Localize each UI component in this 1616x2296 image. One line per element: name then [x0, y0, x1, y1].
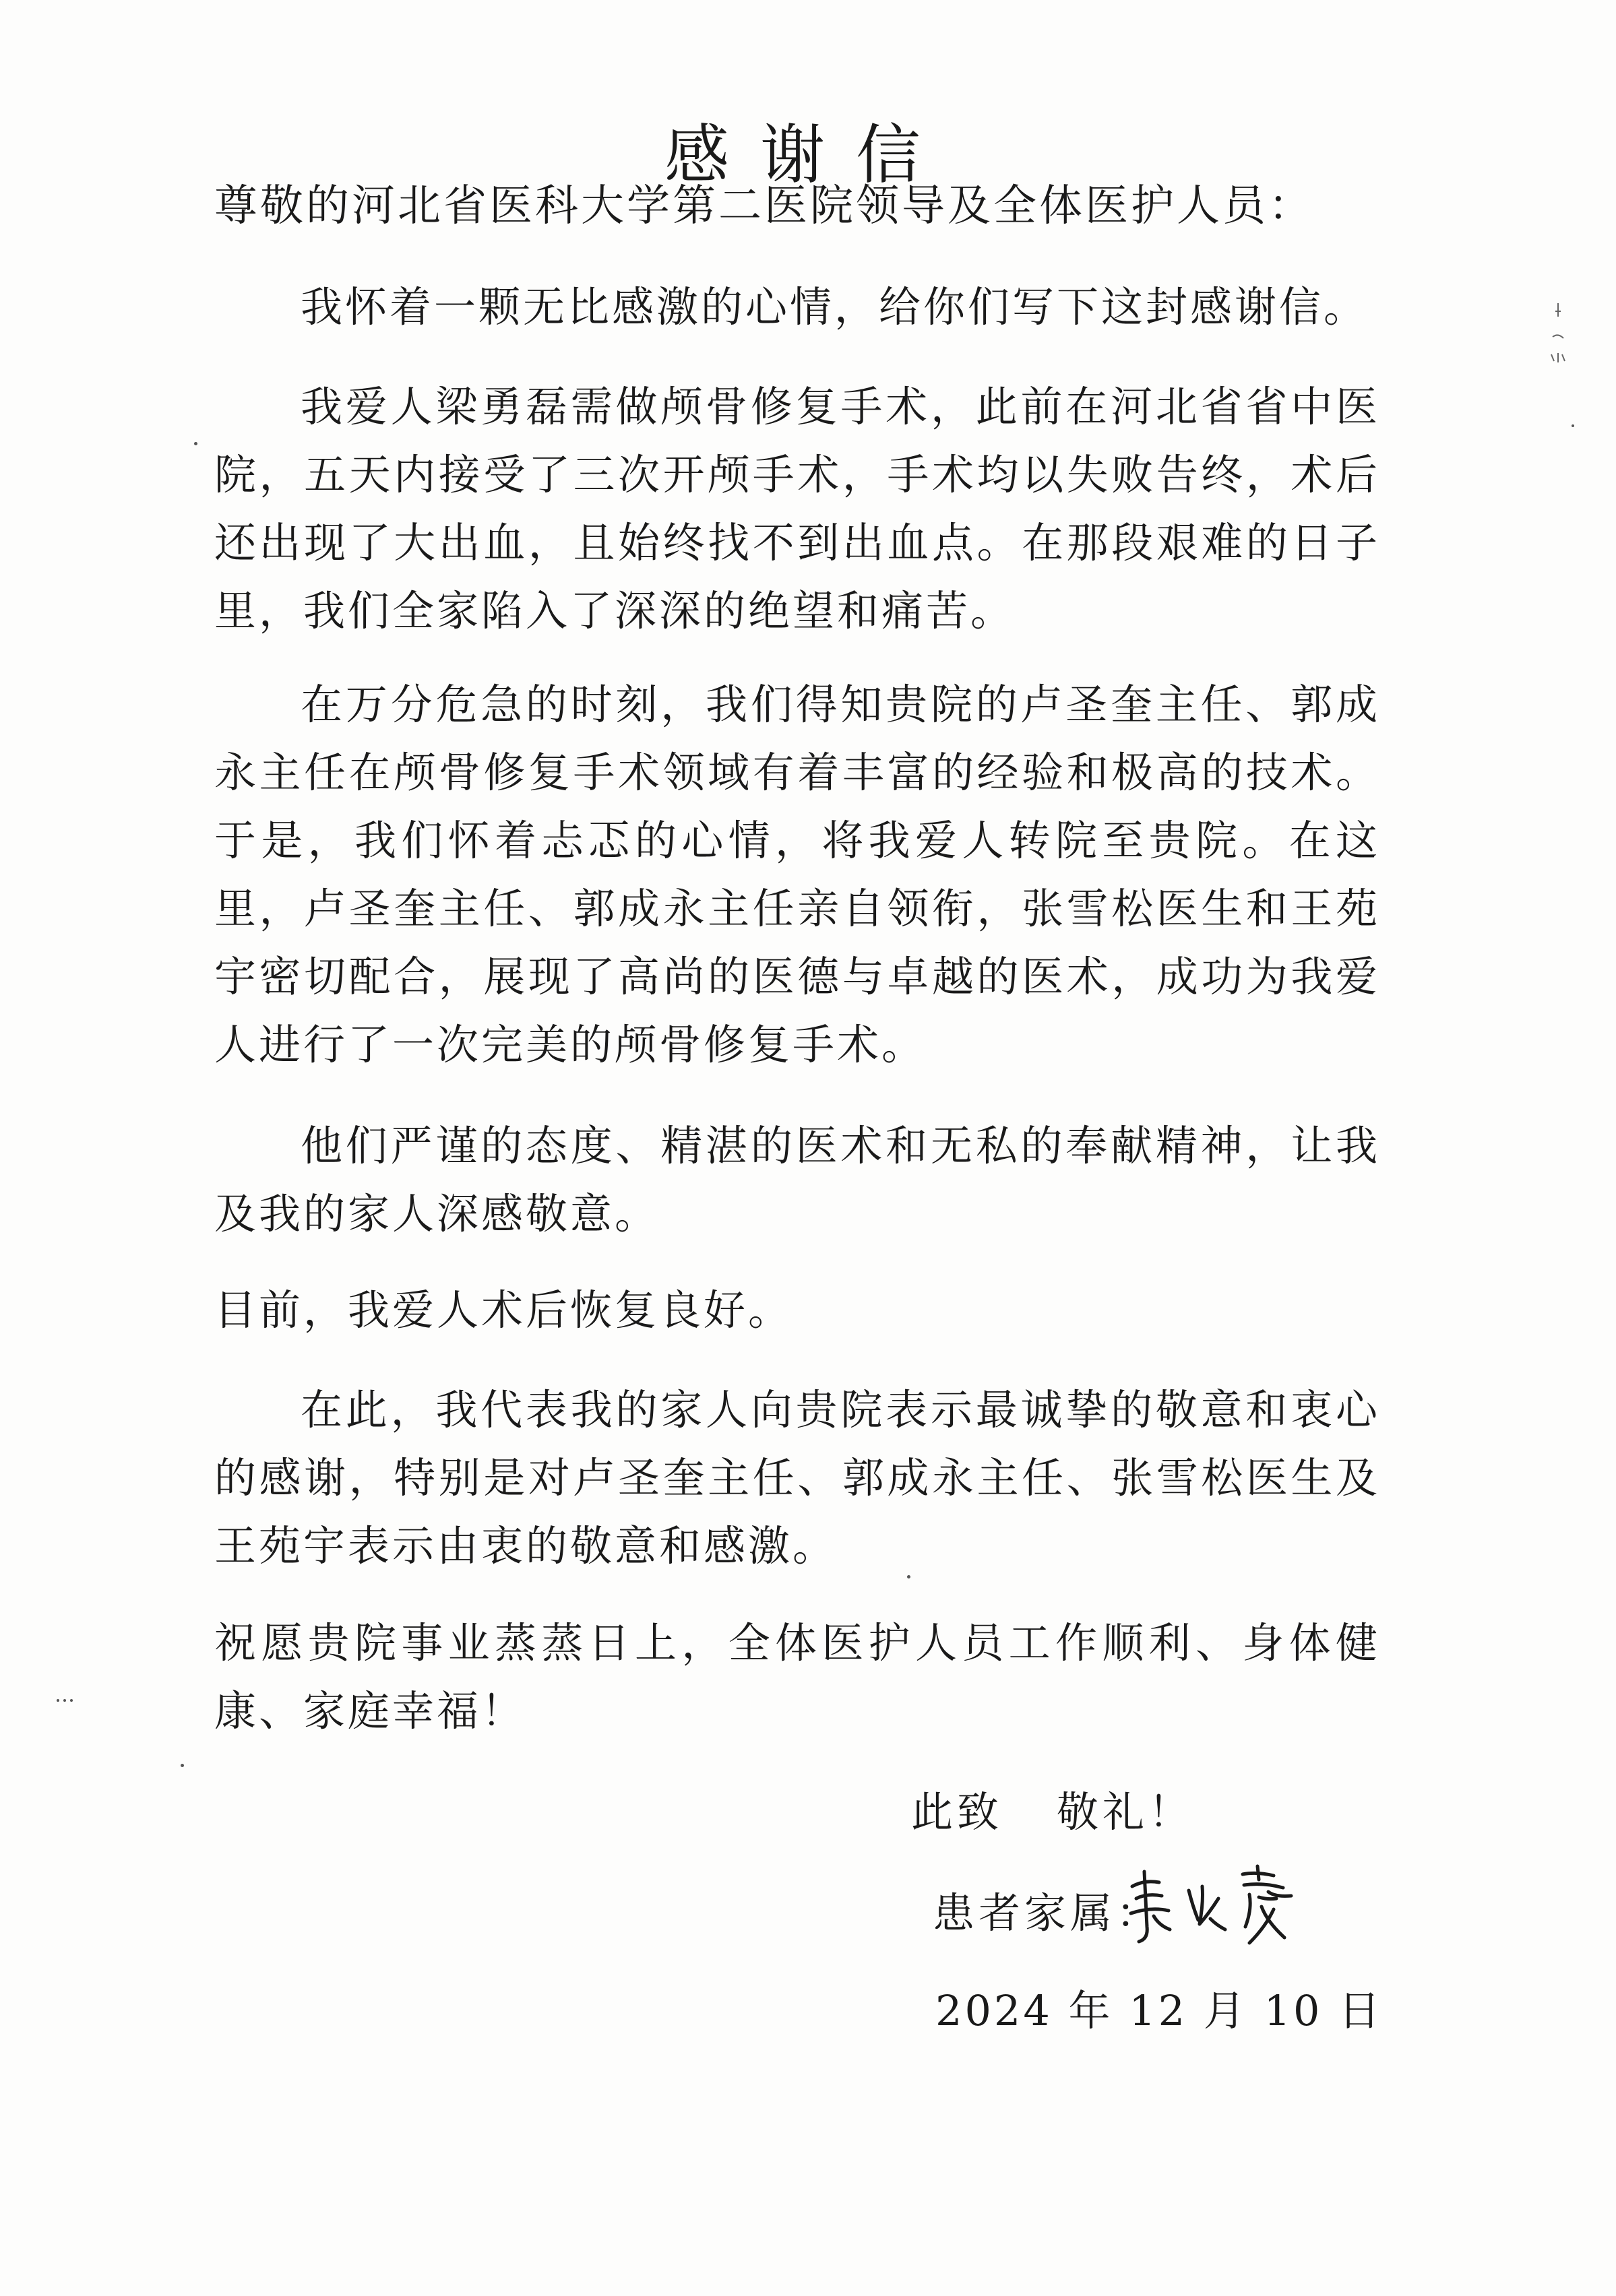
closing-jing-li: 敬礼！	[1057, 1787, 1195, 1837]
paragraph-surgery: 在万分危急的时刻，我们得知贵院的卢圣奎主任、郭成永主任在颅骨修复手术领域有着丰富的经验和极高的技术。于是，我们怀着忐忑的心情，将我爱人转院至贵院。在这里，卢圣奎主任、郭成永主任亲自领衔，张雪松医生和王苑宇密切配合，展现了高尚的医德与卓越的医术，成功为我爱人进行了一次完美的颅骨修复手术。	[214, 680, 1380, 1069]
closing-salutation	[911, 1779, 1194, 1839]
scan-speck	[57, 1699, 59, 1702]
scan-speck	[181, 1764, 184, 1767]
margin-scan-mark	[1538, 296, 1578, 384]
letter-title: 感谢信	[664, 117, 952, 193]
scan-speck	[70, 1699, 73, 1702]
paragraph-recovery: 目前，我爱人术后恢复良好。	[214, 1285, 793, 1335]
paragraph-gratitude: 我怀着一颗无比感激的心情，给你们写下这封感谢信。	[301, 282, 1369, 331]
signer-label: 患者家属：	[933, 1888, 1162, 1938]
paragraph-wishes: 祝愿贵院事业蒸蒸日上，全体医护人员工作顺利、身体健康、家庭幸福！	[214, 1618, 1380, 1735]
letter-greeting: 尊敬的河北省医科大学第二医院领导及全体医护人员：	[214, 181, 1314, 231]
paragraph-praise: 他们严谨的态度、精湛的医术和无私的奉献精神，让我及我的家人深感敬意。	[214, 1121, 1380, 1238]
scan-speck	[63, 1699, 66, 1702]
paragraph-background: 我爱人梁勇磊需做颅骨修复手术，此前在河北省省中医院，五天内接受了三次开颅手术，手术均以失败告终，术后还出现了大出血，且始终找不到出血点。在那段艰难的日子里，我们全家陷入了深深的绝望和痛苦。	[214, 382, 1380, 635]
letter-date: 2024 年 12 月 10 日	[935, 1986, 1384, 2035]
paragraph-thanks: 在此，我代表我的家人向贵院表示最诚挚的敬意和衷心的感谢，特别是对卢圣奎主任、郭成永主任、张雪松医生及王苑宇表示由衷的敬意和感激。	[214, 1385, 1380, 1570]
handwritten-signature	[1124, 1859, 1306, 1954]
closing-ci-zhi: 此致	[911, 1787, 1003, 1837]
scan-speck	[1572, 424, 1574, 427]
scan-speck	[194, 442, 197, 445]
scan-speck	[907, 1575, 910, 1578]
